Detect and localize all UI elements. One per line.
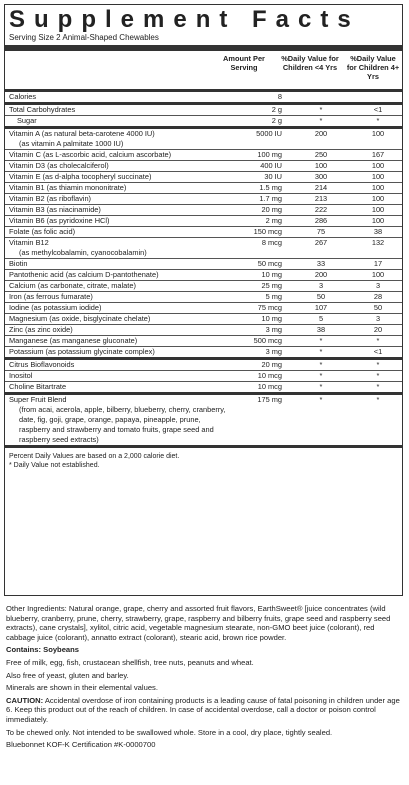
dv-over4-value: 132 — [354, 238, 402, 259]
dv-under4-value: 107 — [288, 303, 354, 314]
nutrient-label: Biotin — [9, 259, 28, 268]
nutrient-label: Vitamin A (as natural beta-carotene 4000 IU) — [9, 129, 155, 138]
table-row — [5, 292, 402, 303]
nutrient-name — [5, 128, 230, 150]
amount-value: 25 mg — [230, 281, 288, 292]
nutrient-label: Vitamin C (as L-ascorbic acid, calcium ascorbate) — [9, 150, 172, 159]
amount-value: 400 IU — [230, 161, 288, 172]
nutrient-label: Citrus Bioflavonoids — [9, 360, 75, 369]
table-row — [5, 128, 402, 150]
dv-under4-value: * — [288, 104, 354, 116]
nutrient-label: Inositol — [9, 371, 33, 380]
table-row — [5, 281, 402, 292]
dv-under4-value: 286 — [288, 216, 354, 227]
dv-under4-value: * — [288, 336, 354, 347]
dv-over4-value: 100 — [354, 270, 402, 281]
nutrient-label: Folate (as folic acid) — [9, 227, 76, 236]
nutrient-source: (as vitamin A palmitate 1000 IU) — [19, 139, 124, 148]
table-row — [5, 270, 402, 281]
dv-over4-value: * — [354, 394, 402, 447]
dv-over4-value: 100 — [354, 216, 402, 227]
nutrient-label: Sugar — [17, 116, 37, 125]
nutrient-name — [5, 371, 230, 382]
nutrient-label: Manganese (as manganese gluconate) — [9, 336, 138, 345]
amount-value: 10 mg — [230, 314, 288, 325]
amount-value: 8 — [230, 92, 288, 104]
dv-under4-value: 213 — [288, 194, 354, 205]
dv-under4-value: 250 — [288, 150, 354, 161]
amount-value: 2 g — [230, 116, 288, 128]
dv-over4-value — [354, 92, 402, 104]
dv-under4-value: 214 — [288, 183, 354, 194]
table-row — [5, 382, 402, 394]
dv-under4-value: 267 — [288, 238, 354, 259]
dv-under4-value: 200 — [288, 270, 354, 281]
nutrient-name — [5, 394, 230, 447]
footnote-dv: Percent Daily Values are based on a 2,000 calorie diet. — [9, 453, 180, 460]
nutrient-label: Vitamin B1 (as thiamin mononitrate) — [9, 183, 127, 192]
dv-under4-value: * — [288, 116, 354, 128]
nutrient-name — [5, 227, 230, 238]
amount-value: 5000 IU — [230, 128, 288, 150]
table-row — [5, 161, 402, 172]
facts-table — [5, 92, 402, 448]
dv-under4-value: 100 — [288, 161, 354, 172]
table-row — [5, 194, 402, 205]
amount-value: 1.5 mg — [230, 183, 288, 194]
dv-under4-value: 33 — [288, 259, 354, 270]
dv-under4-value: 300 — [288, 172, 354, 183]
amount-value: 150 mcg — [230, 227, 288, 238]
nutrient-label: Iodine (as potassium iodide) — [9, 303, 102, 312]
panel-title: Supplement Facts — [9, 6, 360, 33]
nutrient-label: Choline Bitartrate — [9, 382, 67, 391]
table-row — [5, 347, 402, 359]
dv-under4-value: 50 — [288, 292, 354, 303]
amount-value: 75 mcg — [230, 303, 288, 314]
table-row — [5, 359, 402, 371]
dv-under4-header: %Daily Value for Children <4 Yrs — [281, 54, 339, 72]
dv-over4-value: 3 — [354, 281, 402, 292]
table-row — [5, 172, 402, 183]
dv-over4-value: * — [354, 359, 402, 371]
dv-under4-value — [288, 92, 354, 104]
nutrient-label: Pantothenic acid (as calcium D-pantothenate) — [9, 270, 159, 279]
dv-under4-value: 200 — [288, 128, 354, 150]
nutrient-label: Vitamin B3 (as niacinamide) — [9, 205, 101, 214]
serving-size: Serving Size 2 Animal-Shaped Chewables — [9, 33, 159, 42]
dv-under4-value: 75 — [288, 227, 354, 238]
column-headers — [5, 51, 402, 89]
dv-over4-value: 100 — [354, 128, 402, 150]
dv-over4-value: * — [354, 382, 402, 394]
nutrient-label: Vitamin D3 (as cholecalciferol) — [9, 161, 109, 170]
nutrient-name — [5, 359, 230, 371]
nutrient-label: Total Carbohydrates — [9, 105, 76, 114]
nutrient-name — [5, 150, 230, 161]
dv-under4-value: 222 — [288, 205, 354, 216]
nutrient-name — [5, 172, 230, 183]
nutrient-name — [5, 104, 230, 116]
table-row — [5, 314, 402, 325]
nutrient-name — [5, 205, 230, 216]
dv-over4-value: 167 — [354, 150, 402, 161]
dv-over4-value: <1 — [354, 347, 402, 359]
nutrient-name — [5, 382, 230, 394]
nutrient-name — [5, 325, 230, 336]
dv-over4-value: 17 — [354, 259, 402, 270]
dv-over4-value: * — [354, 371, 402, 382]
table-row — [5, 150, 402, 161]
table-row — [5, 394, 402, 447]
dv-over4-value: 38 — [354, 227, 402, 238]
amount-value: 30 IU — [230, 172, 288, 183]
table-row — [5, 259, 402, 270]
amount-value: 100 mg — [230, 150, 288, 161]
certification: Bluebonnet KOF-K Certification #K-0000700 — [6, 740, 156, 750]
amount-value: 10 mcg — [230, 382, 288, 394]
nutrient-label: Vitamin B12 — [9, 238, 49, 247]
dv-under4-value: * — [288, 359, 354, 371]
dv-over4-value: 20 — [354, 325, 402, 336]
table-row — [5, 92, 402, 104]
nutrient-source: (as methylcobalamin, cyanocobalamin) — [19, 248, 147, 257]
dv-over4-value: <1 — [354, 104, 402, 116]
table-row — [5, 325, 402, 336]
dv-under4-value: * — [288, 371, 354, 382]
amount-value: 50 mcg — [230, 259, 288, 270]
dv-over4-value: 100 — [354, 194, 402, 205]
nutrient-label: Super Fruit Blend — [9, 395, 67, 404]
amount-value: 3 mg — [230, 325, 288, 336]
nutrient-name — [5, 292, 230, 303]
amount-value: 8 mcg — [230, 238, 288, 259]
dv-over4-value: 100 — [354, 172, 402, 183]
amount-value: 5 mg — [230, 292, 288, 303]
table-row — [5, 227, 402, 238]
caution-label: CAUTION: — [6, 695, 44, 705]
table-row — [5, 183, 402, 194]
nutrient-name — [5, 270, 230, 281]
supplement-facts-panel — [4, 4, 403, 596]
free-of: Free of milk, egg, fish, crustacean shellfish, tree nuts, peanuts and wheat. — [6, 657, 254, 667]
amount-value: 20 mg — [230, 205, 288, 216]
nutrient-name — [5, 183, 230, 194]
amount-value: 1.7 mg — [230, 194, 288, 205]
amount-value: 2 g — [230, 104, 288, 116]
nutrient-name — [5, 336, 230, 347]
also-free: Also free of yeast, gluten and barley. — [6, 670, 129, 680]
amount-value: 10 mg — [230, 270, 288, 281]
footnotes — [9, 452, 402, 470]
dv-over4-header: %Daily Value for Children 4+ Yrs — [346, 54, 400, 81]
nutrient-name — [5, 238, 230, 259]
nutrient-label: Iron (as ferrous fumarate) — [9, 292, 93, 301]
chew-note: To be chewed only. Not intended to be swallowed whole. Store in a cool, dry place, tightly sealed. — [6, 727, 333, 737]
table-row — [5, 336, 402, 347]
dv-over4-value: 100 — [354, 205, 402, 216]
table-row — [5, 371, 402, 382]
nutrient-label: Potassium (as potassium glycinate complex) — [9, 347, 155, 356]
nutrient-label: Zinc (as zinc oxide) — [9, 325, 73, 334]
dv-over4-value: 100 — [354, 183, 402, 194]
nutrient-label: Calories — [9, 92, 37, 101]
table-row — [5, 104, 402, 116]
contains: Contains: Soybeans — [6, 645, 79, 655]
dv-under4-value: * — [288, 394, 354, 447]
nutrient-name — [5, 347, 230, 359]
dv-under4-value: * — [288, 382, 354, 394]
nutrient-name — [5, 116, 230, 128]
nutrient-name — [5, 281, 230, 292]
table-row — [5, 303, 402, 314]
table-row — [5, 238, 402, 259]
amount-header: Amount Per Serving — [223, 54, 265, 72]
caution-text: Accidental overdose of iron containing products is a leading cause of fatal poisoning in children under age 6. Keep this product out of the reach of children. In case of accidental overdose, call a doctor or poison control immediately. — [6, 695, 400, 724]
amount-value: 2 mg — [230, 216, 288, 227]
amount-value: 3 mg — [230, 347, 288, 359]
dv-under4-value: * — [288, 347, 354, 359]
dv-over4-value: * — [354, 116, 402, 128]
dv-under4-value: 3 — [288, 281, 354, 292]
nutrient-name — [5, 314, 230, 325]
nutrient-label: Calcium (as carbonate, citrate, malate) — [9, 281, 136, 290]
dv-over4-value: 50 — [354, 303, 402, 314]
nutrient-name — [5, 216, 230, 227]
nutrient-name — [5, 161, 230, 172]
dv-over4-value: 28 — [354, 292, 402, 303]
dv-under4-value: 38 — [288, 325, 354, 336]
amount-value: 10 mcg — [230, 371, 288, 382]
amount-value: 20 mg — [230, 359, 288, 371]
table-row — [5, 216, 402, 227]
nutrient-label: Vitamin B2 (as riboflavin) — [9, 194, 92, 203]
caution — [6, 696, 404, 725]
nutrient-name — [5, 259, 230, 270]
label-text — [6, 604, 404, 753]
other-ingredients: Other Ingredients: Natural orange, grape, cherry and assorted fruit flavors, EarthSweet® [juice concentrates (wild blueberry, cranberry, prune, cherry, strawberry, grape, raspberry and bilberry fruits, grape seed and raspberry seed extracts), cane crystals], xylitol, citric acid, vegetable magnesium stearate, non-GMO beet juice (colorant), red cabbage juice (colorant), annatto extract (colorant), stearic acid, brown rice powder. — [6, 604, 391, 642]
nutrient-label: Vitamin B6 (as pyridoxine HCl) — [9, 216, 110, 225]
dv-over4-value: * — [354, 336, 402, 347]
nutrient-name — [5, 92, 230, 104]
dv-over4-value: 3 — [354, 314, 402, 325]
nutrient-label: Magnesium (as oxide, bisglycinate chelate) — [9, 314, 151, 323]
amount-value: 175 mg — [230, 394, 288, 447]
nutrient-name — [5, 303, 230, 314]
nutrient-source: (from acai, acerola, apple, bilberry, blueberry, cherry, cranberry, date, fig, goji, grape, orange, papaya, pineapple, prune, raspberry and strawberry and tomato fruits, grape seed and raspberry seed extracts) — [19, 405, 226, 444]
amount-value: 500 mcg — [230, 336, 288, 347]
minerals-note: Minerals are shown in their elemental values. — [6, 683, 158, 693]
table-row — [5, 116, 402, 128]
nutrient-name — [5, 194, 230, 205]
table-row — [5, 205, 402, 216]
footnote-star: * Daily Value not established. — [9, 462, 100, 469]
dv-over4-value: 100 — [354, 161, 402, 172]
nutrient-label: Vitamin E (as d-alpha tocopheryl succinate) — [9, 172, 152, 181]
dv-under4-value: 5 — [288, 314, 354, 325]
